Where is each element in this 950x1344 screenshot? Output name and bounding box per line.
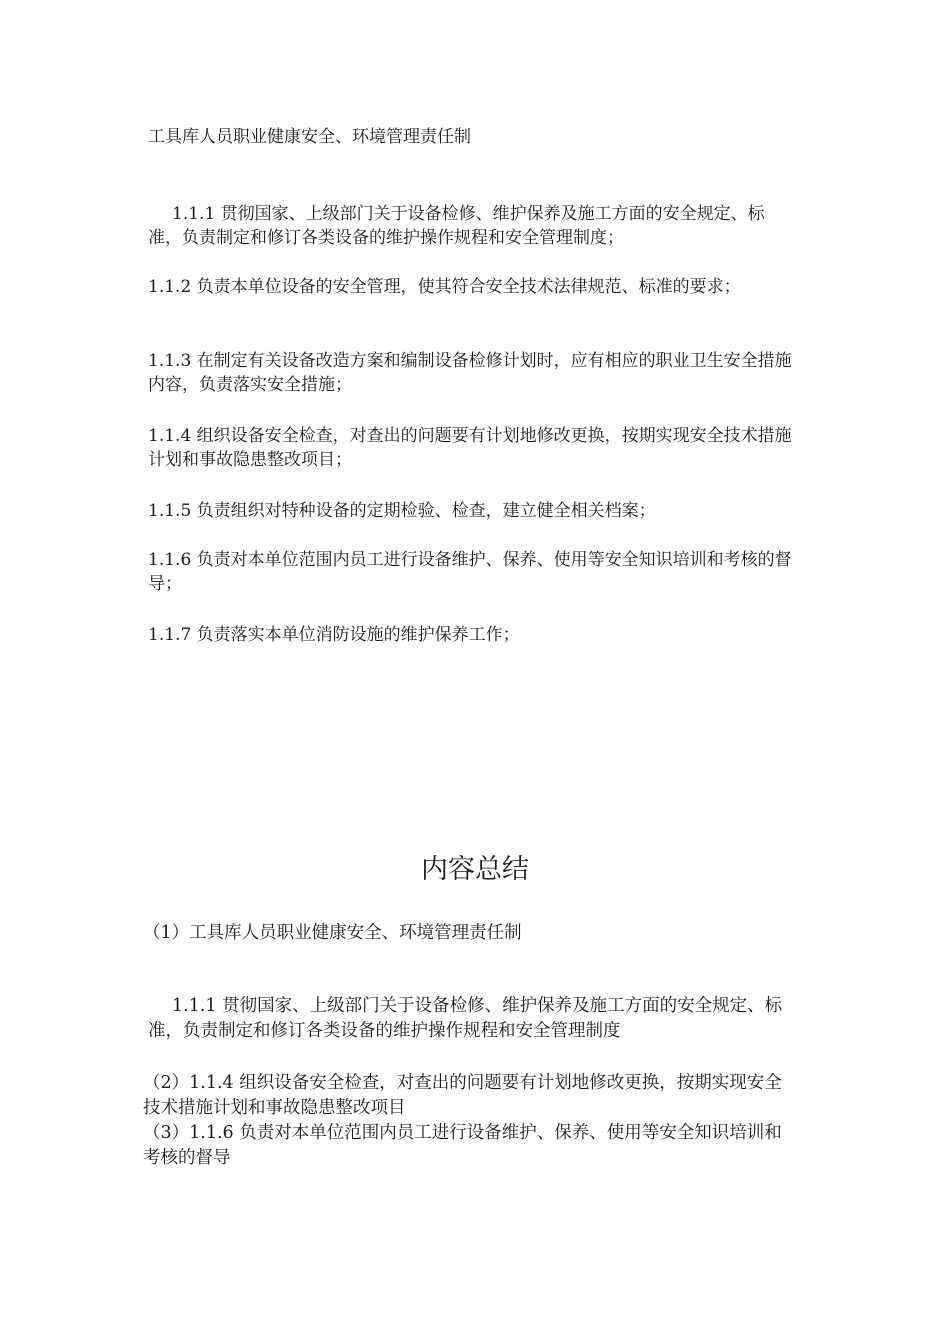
document-title: 工具库人员职业健康安全、环境管理责任制: [148, 127, 471, 147]
clause-1-1-1: 1.1.1 贯彻国家、上级部门关于设备检修、维护保养及施工方面的安全规定、标准，负责制定和修订各类设备的维护操作规程和安全管理制度；: [148, 204, 765, 248]
summary-item-3: （3）1.1.6 负责对本单位范围内员工进行设备维护、保养、使用等安全知识培训和考核的督导: [143, 1123, 782, 1168]
clause-1-1-6: 1.1.6 负责对本单位范围内员工进行设备维护、保养、使用等安全知识培训和考核的督导；: [148, 550, 792, 594]
summary-item-2: （2）1.1.4 组织设备安全检查，对查出的问题要有计划地修改更换，按期实现安全技术措施计划和事故隐患整改项目: [143, 1073, 782, 1118]
clause-1-1-4: 1.1.4 组织设备安全检查，对查出的问题要有计划地修改更换，按期实现安全技术措施计划和事故隐患整改项目；: [148, 426, 792, 470]
clause-1-1-3: 1.1.3 在制定有关设备改造方案和编制设备检修计划时，应有相应的职业卫生安全措施内容，负责落实安全措施；: [148, 351, 792, 395]
clause-1-1-2: 1.1.2 负责本单位设备的安全管理，使其符合安全技术法律规范、标准的要求；: [148, 277, 741, 297]
clause-1-1-7: 1.1.7 负责落实本单位消防设施的维护保养工作；: [148, 625, 520, 645]
summary-item-1: （1）工具库人员职业健康安全、环境管理责任制: [143, 923, 522, 943]
summary-item-1-detail: 1.1.1 贯彻国家、上级部门关于设备检修、维护保养及施工方面的安全规定、标准，负责制定和修订各类设备的维护操作规程和安全管理制度: [148, 996, 783, 1041]
summary-heading: 内容总结: [421, 854, 529, 885]
clause-1-1-5: 1.1.5 负责组织对特种设备的定期检验、检查，建立健全相关档案；: [148, 501, 656, 521]
